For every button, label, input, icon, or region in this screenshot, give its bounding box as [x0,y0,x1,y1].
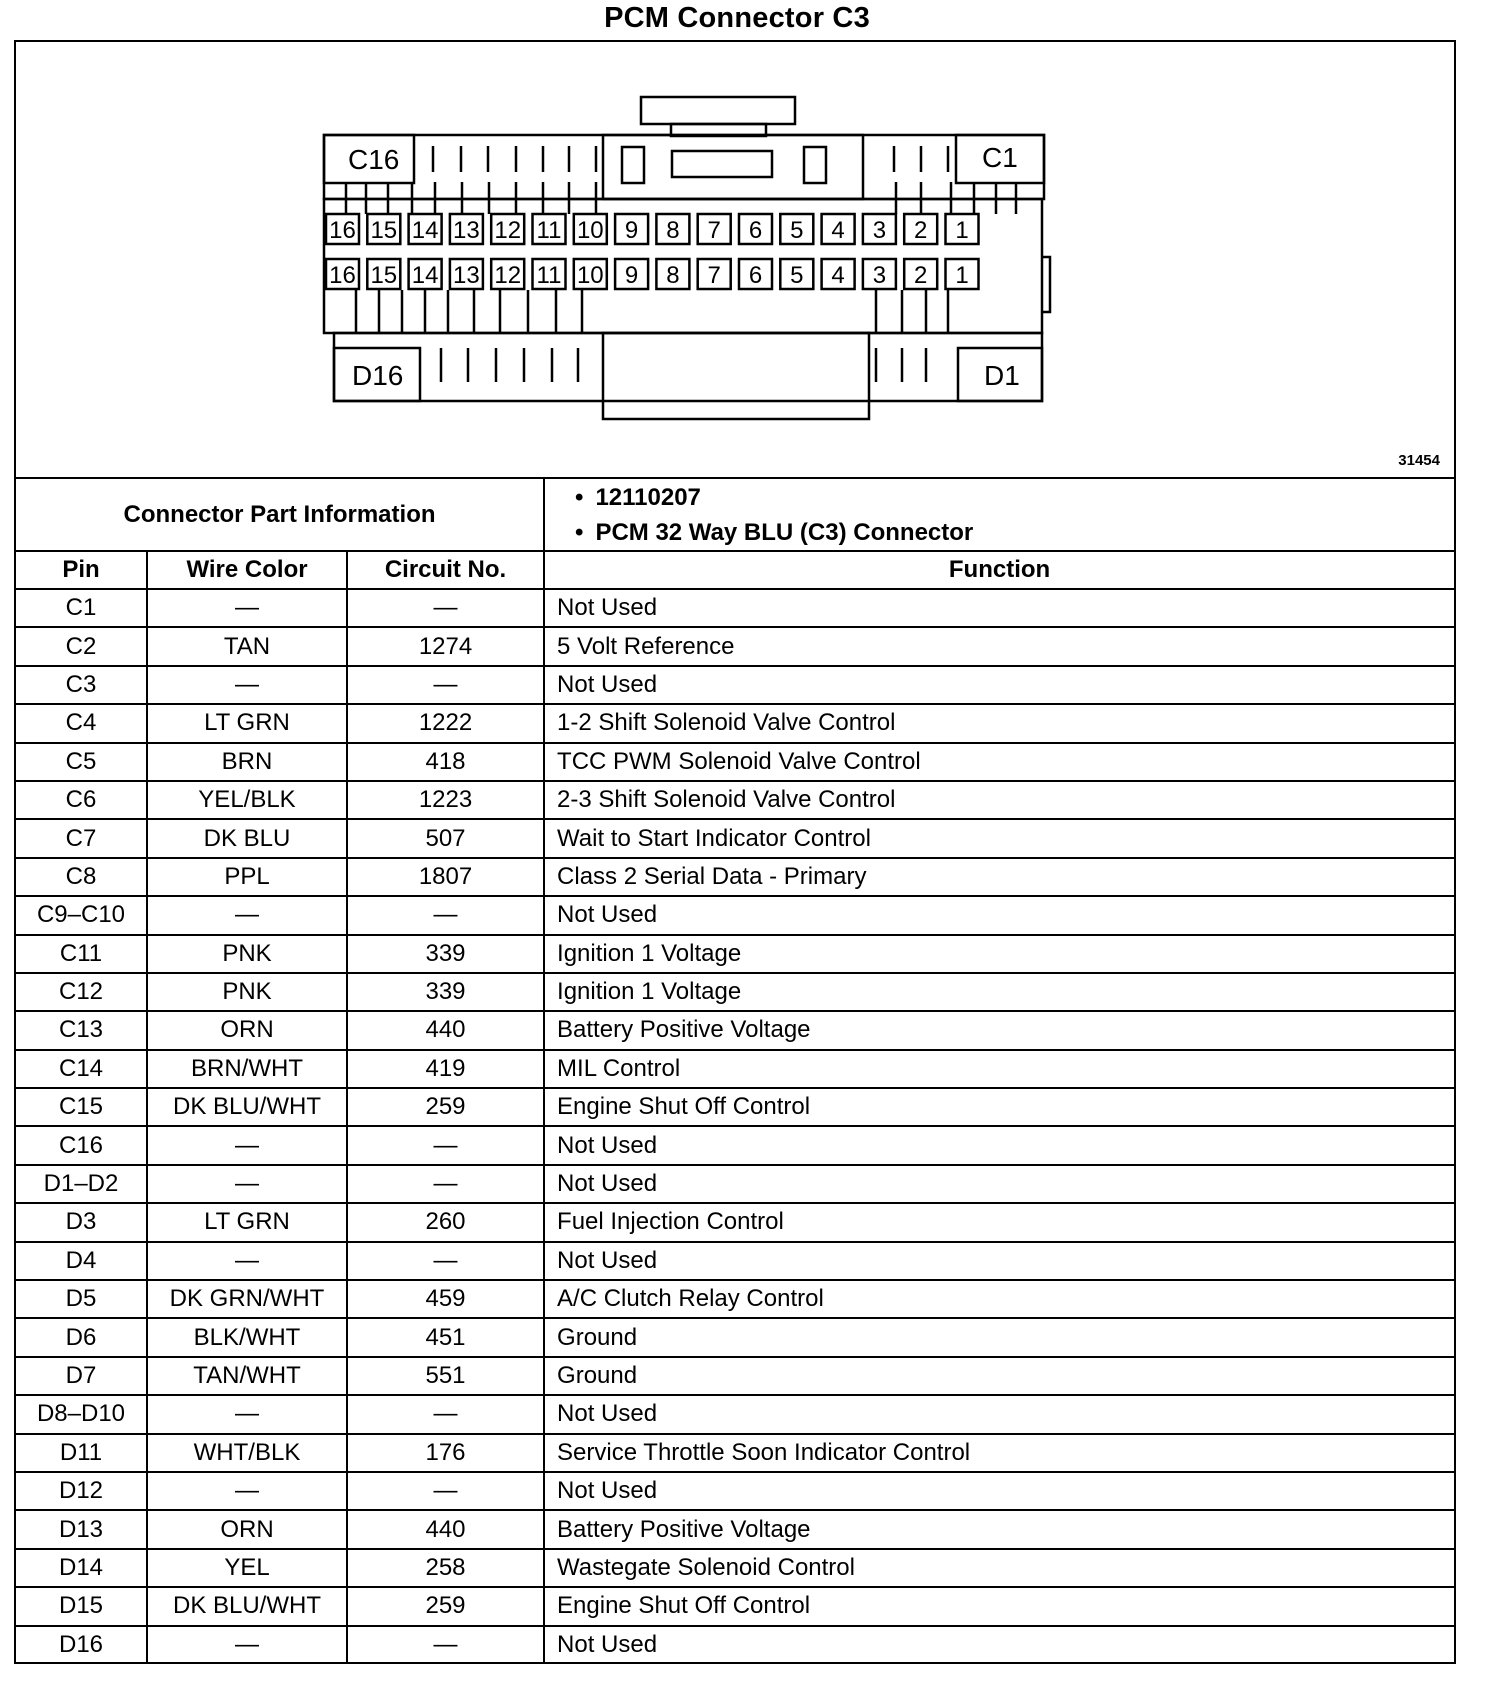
function-cell: Not Used [544,1472,1454,1510]
c-pin-number: 6 [748,217,763,244]
pin-cell: D15 [16,1587,147,1625]
wire-color-cell: ORN [147,1011,347,1049]
circuit-cell: 551 [347,1357,544,1395]
pin-cell: D3 [16,1203,147,1241]
function-cell: MIL Control [544,1050,1454,1088]
figure-number: 31454 [1398,452,1440,469]
function-cell: Not Used [544,589,1454,627]
function-cell: Not Used [544,666,1454,704]
d1-label: D1 [984,360,1020,391]
circuit-cell: 259 [347,1587,544,1625]
function-cell: Not Used [544,1165,1454,1203]
wire-color-cell: TAN [147,627,347,665]
pin-cell: C15 [16,1088,147,1126]
circuit-cell: 1807 [347,858,544,896]
table-row [16,781,1454,819]
function-cell: Not Used [544,1242,1454,1280]
circuit-cell: 339 [347,973,544,1011]
wire-color-cell: YEL/BLK [147,781,347,819]
pin-cell: C1 [16,589,147,627]
pin-cell: D7 [16,1357,147,1395]
circuit-cell: 260 [347,1203,544,1241]
function-cell: Engine Shut Off Control [544,1088,1454,1126]
wire-color-cell: — [147,589,347,627]
table-row [16,1203,1454,1241]
c-pin-number: 12 [494,217,522,244]
table-row [16,896,1454,934]
wire-color-cell: PPL [147,858,347,896]
function-cell: Battery Positive Voltage [544,1011,1454,1049]
d-pin-number: 13 [453,262,480,289]
wire-color-cell: YEL [147,1549,347,1587]
header-pin: Pin [16,551,147,589]
pin-cell: C12 [16,973,147,1011]
table-row [16,1395,1454,1433]
circuit-cell: 259 [347,1088,544,1126]
pin-cell: D8–D10 [16,1395,147,1433]
d-pin-number: 15 [370,262,398,289]
d-pin-number: 9 [624,262,639,289]
function-cell: Engine Shut Off Control [544,1587,1454,1625]
c-pin-number: 15 [370,217,398,244]
function-cell: Wastegate Solenoid Control [544,1549,1454,1587]
wire-color-cell: TAN/WHT [147,1357,347,1395]
circuit-cell: 418 [347,743,544,781]
d-pin-number: 8 [666,262,680,289]
c16-label: C16 [348,144,400,175]
pin-cell: D14 [16,1549,147,1587]
c-pin-number: 4 [831,217,845,244]
circuit-cell: 1222 [347,704,544,742]
d-pin-number: 2 [914,262,928,289]
pin-cell: C3 [16,666,147,704]
wire-color-cell: — [147,1165,347,1203]
function-cell: Wait to Start Indicator Control [544,819,1454,857]
function-cell: Not Used [544,1395,1454,1433]
function-cell: Ignition 1 Voltage [544,973,1454,1011]
pin-cell: C7 [16,819,147,857]
pin-cell: C2 [16,627,147,665]
wire-color-cell: — [147,1626,347,1664]
function-cell: Battery Positive Voltage [544,1510,1454,1548]
part-number: • 12110207 [575,480,1454,515]
function-cell: Ground [544,1318,1454,1356]
circuit-cell: — [347,1626,544,1664]
c-pin-number: 8 [666,217,680,244]
pin-cell: C8 [16,858,147,896]
c-pin-number: 13 [453,217,480,244]
function-cell: Ground [544,1357,1454,1395]
pin-cell: C13 [16,1011,147,1049]
table-row [16,704,1454,742]
d-pin-number: 14 [411,262,439,289]
circuit-cell: — [347,589,544,627]
function-cell: TCC PWM Solenoid Valve Control [544,743,1454,781]
wire-color-cell: — [147,1242,347,1280]
c-pin-number: 1 [955,217,969,244]
function-cell: Not Used [544,1626,1454,1664]
table-row [16,1472,1454,1510]
table-row [16,1626,1454,1664]
wire-color-cell: — [147,1472,347,1510]
pin-cell: C11 [16,935,147,973]
function-cell: Ignition 1 Voltage [544,935,1454,973]
wire-color-cell: BRN/WHT [147,1050,347,1088]
table-row [16,1357,1454,1395]
wire-color-cell: LT GRN [147,704,347,742]
pin-cell: C9–C10 [16,896,147,934]
c-pin-number: 2 [914,217,928,244]
function-cell: Not Used [544,1126,1454,1164]
d16-label: D16 [352,360,404,391]
table-row [16,1587,1454,1625]
c1-label: C1 [982,142,1018,173]
wire-color-cell: BLK/WHT [147,1318,347,1356]
table-row [16,1165,1454,1203]
table-row [16,1088,1454,1126]
circuit-cell: 176 [347,1434,544,1472]
wire-color-cell: ORN [147,1510,347,1548]
circuit-cell: — [347,1395,544,1433]
circuit-cell: — [347,1242,544,1280]
pin-cell: D16 [16,1626,147,1664]
page-title: PCM Connector C3 [604,2,870,34]
table-row [16,1318,1454,1356]
table-row [16,1011,1454,1049]
pin-cell: D4 [16,1242,147,1280]
header-wire-color: Wire Color [147,551,347,589]
part-info-list [544,478,1454,551]
wire-color-cell: DK BLU/WHT [147,1587,347,1625]
wire-color-cell: PNK [147,973,347,1011]
circuit-cell: 1274 [347,627,544,665]
circuit-cell: 419 [347,1050,544,1088]
table-row [16,858,1454,896]
function-cell: A/C Clutch Relay Control [544,1280,1454,1318]
c-pin-number: 11 [536,217,562,244]
circuit-cell: 459 [347,1280,544,1318]
pin-cell: D6 [16,1318,147,1356]
wire-color-cell: — [147,1395,347,1433]
table-row [16,819,1454,857]
c-pin-number: 5 [790,217,804,244]
function-cell: 1-2 Shift Solenoid Valve Control [544,704,1454,742]
circuit-cell: 451 [347,1318,544,1356]
d-pin-number: 7 [707,262,721,289]
circuit-cell: 440 [347,1510,544,1548]
d-pin-number: 10 [576,262,604,289]
table-row [16,743,1454,781]
pin-cell: D1–D2 [16,1165,147,1203]
part-description: • PCM 32 Way BLU (C3) Connector [575,515,1454,550]
connector-document [14,40,1456,1664]
circuit-cell: — [347,1472,544,1510]
table-row [16,1050,1454,1088]
function-cell: Service Throttle Soon Indicator Control [544,1434,1454,1472]
circuit-cell: 507 [347,819,544,857]
table-row [16,1510,1454,1548]
circuit-cell: — [347,1165,544,1203]
pin-cell: D11 [16,1434,147,1472]
circuit-cell: — [347,1126,544,1164]
pin-cell: D12 [16,1472,147,1510]
table-row [16,1549,1454,1587]
circuit-cell: 440 [347,1011,544,1049]
pin-cell: C6 [16,781,147,819]
d-pin-number: 3 [872,262,887,289]
c-pin-number: 7 [707,217,721,244]
pin-table [16,477,1454,1664]
table-row [16,935,1454,973]
header-function: Function [544,551,1454,589]
d-pin-number: 16 [329,262,356,289]
table-row [16,666,1454,704]
d-pin-number: 6 [748,262,763,289]
wire-color-cell: LT GRN [147,1203,347,1241]
pin-cell: C5 [16,743,147,781]
pin-cell: C14 [16,1050,147,1088]
c-pin-number: 10 [576,217,604,244]
pin-cell: D5 [16,1280,147,1318]
table-row [16,1126,1454,1164]
part-info-row [16,478,1454,551]
c-pin-number: 16 [329,217,356,244]
table-row [16,589,1454,627]
function-cell: Not Used [544,896,1454,934]
table-row [16,1280,1454,1318]
circuit-cell: — [347,666,544,704]
table-row [16,1242,1454,1280]
d-pin-number: 12 [494,262,522,289]
d-pin-number: 1 [955,262,969,289]
header-circuit: Circuit No. [347,551,544,589]
wire-color-cell: WHT/BLK [147,1434,347,1472]
table-row [16,627,1454,665]
function-cell: 2-3 Shift Solenoid Valve Control [544,781,1454,819]
part-info-label: Connector Part Information [16,478,544,551]
wire-color-cell: DK BLU [147,819,347,857]
c-pin-number: 14 [411,217,439,244]
table-row [16,973,1454,1011]
circuit-cell: 1223 [347,781,544,819]
wire-color-cell: BRN [147,743,347,781]
connector-face-drawing [16,42,1454,475]
table-header-row [16,551,1454,589]
function-cell: Class 2 Serial Data - Primary [544,858,1454,896]
circuit-cell: 258 [347,1549,544,1587]
d-pin-number: 4 [831,262,845,289]
wire-color-cell: PNK [147,935,347,973]
connector-diagram [16,42,1454,479]
c-pin-number: 9 [624,217,639,244]
wire-color-cell: — [147,666,347,704]
wire-color-cell: DK BLU/WHT [147,1088,347,1126]
wire-color-cell: — [147,1126,347,1164]
c-pin-number: 3 [872,217,887,244]
pin-cell: D13 [16,1510,147,1548]
circuit-cell: 339 [347,935,544,973]
circuit-cell: — [347,896,544,934]
d-pin-number: 11 [536,262,562,289]
table-row [16,1434,1454,1472]
wire-color-cell: — [147,896,347,934]
d-pin-number: 5 [790,262,804,289]
function-cell: 5 Volt Reference [544,627,1454,665]
pin-cell: C4 [16,704,147,742]
function-cell: Fuel Injection Control [544,1203,1454,1241]
wire-color-cell: DK GRN/WHT [147,1280,347,1318]
pin-cell: C16 [16,1126,147,1164]
